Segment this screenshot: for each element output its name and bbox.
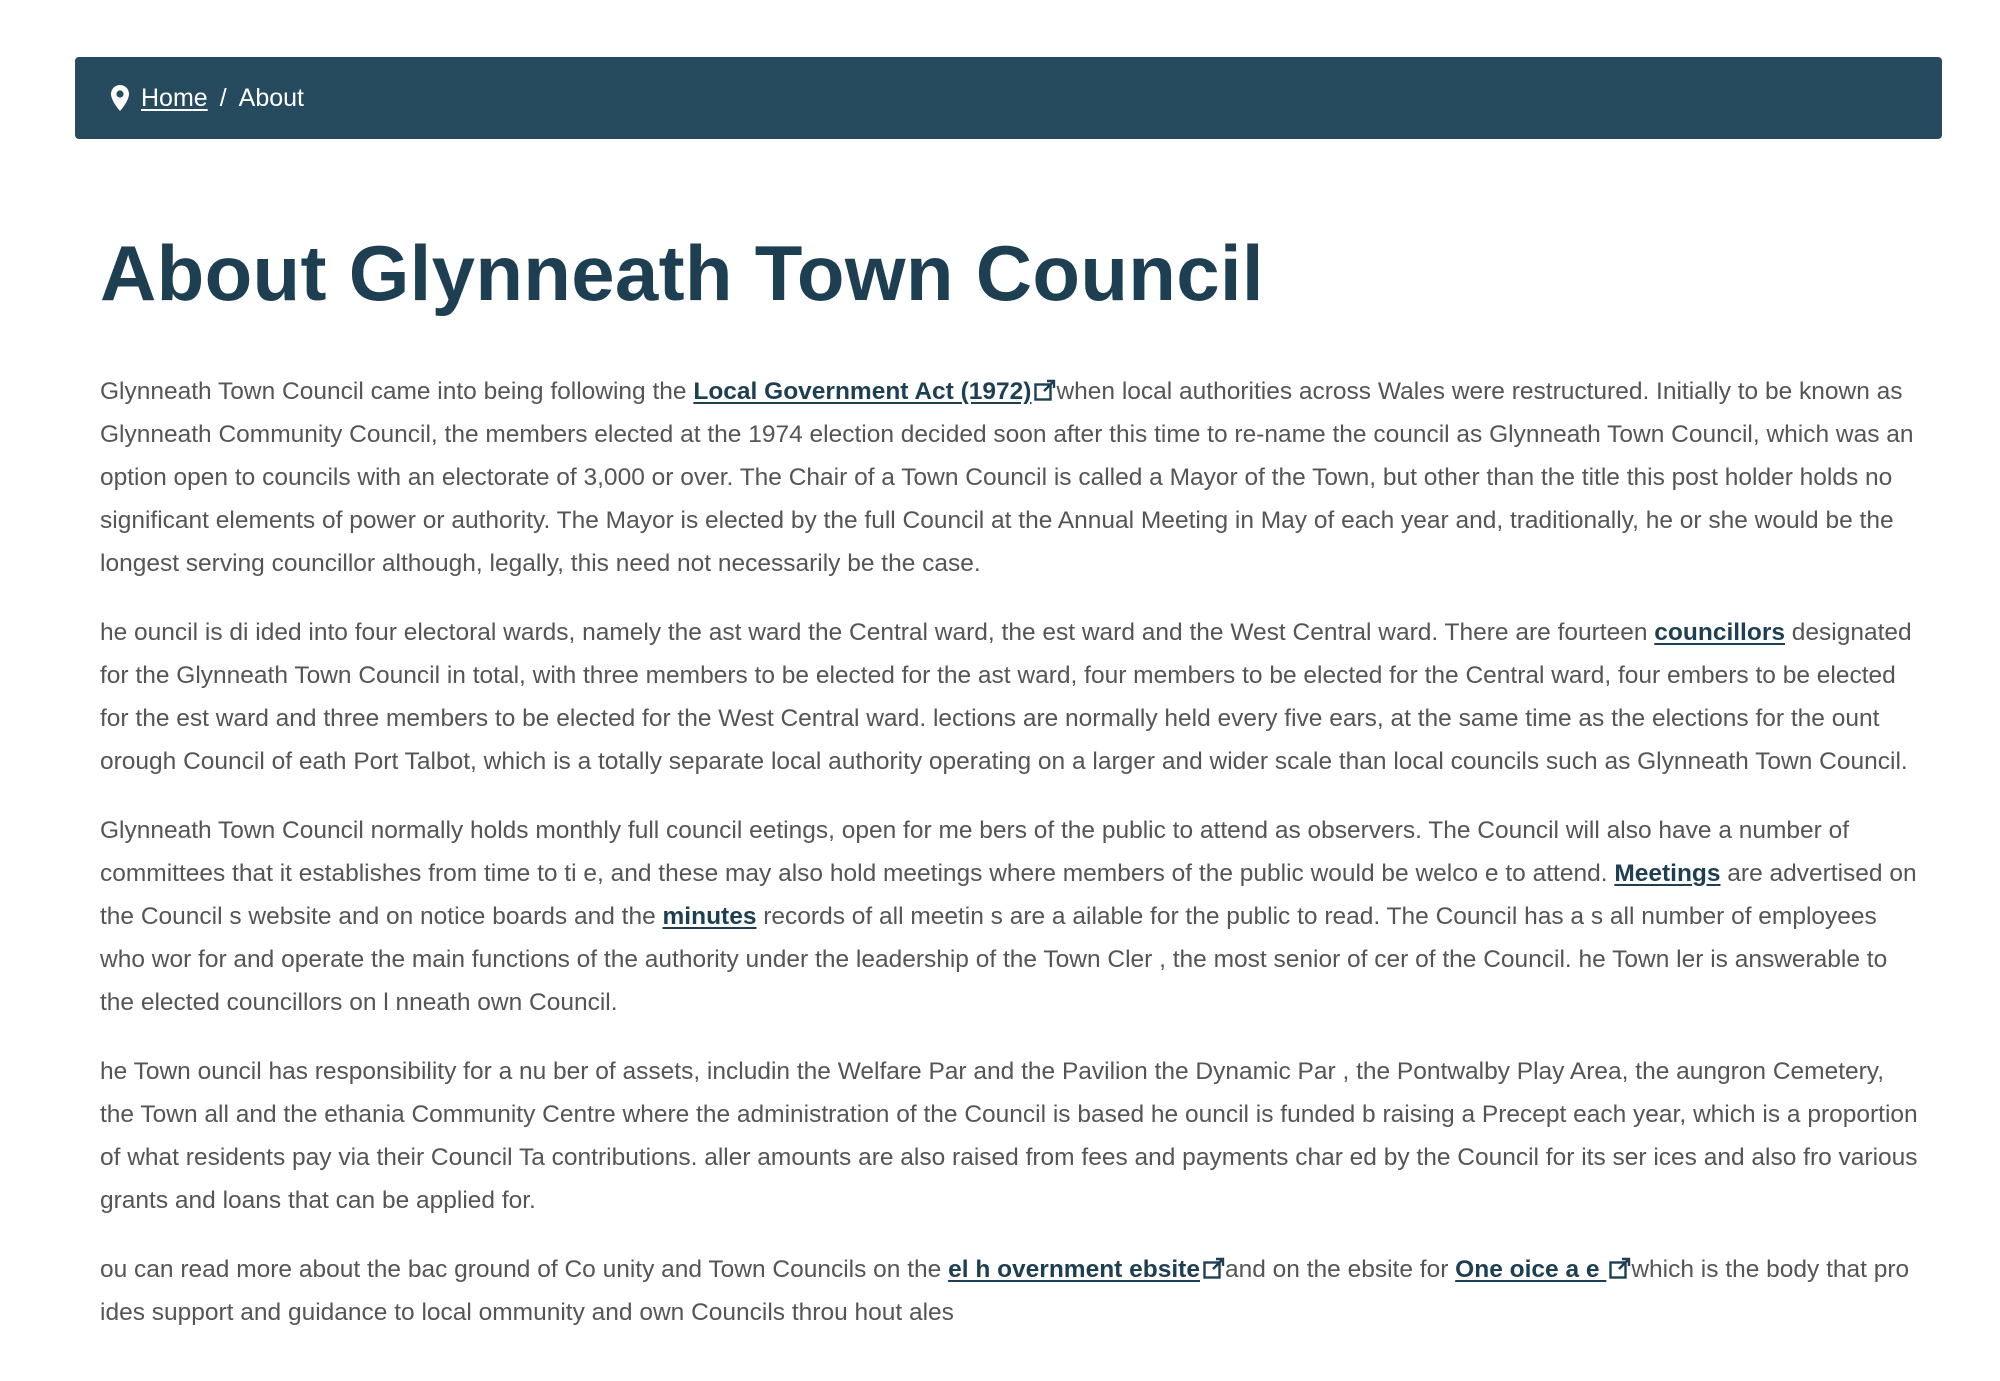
one-voice-wales-link[interactable]: One oice a e bbox=[1455, 1256, 1607, 1283]
welsh-government-website-link[interactable]: el h overnment ebsite bbox=[948, 1256, 1200, 1283]
councillors-link[interactable]: councillors bbox=[1654, 619, 1785, 646]
paragraph-assets bbox=[100, 1050, 1920, 1222]
page-title: About Glynneath Town Council bbox=[100, 229, 1264, 317]
main-content bbox=[100, 370, 1920, 1360]
paragraph-text: ou can read more about the bac ground of Co unity and Town Councils on the bbox=[100, 1256, 949, 1283]
paragraph-text: when local authorities across Wales were restructured. Initially to be known as Glynneath Community Council, the members elected at the 1974 election decided soon after this time to re-name the council as Glynneath Town Council, which was an option open to councils with an electorate of 3,000 or over. The Chair of a Town Council is called a Mayor of the Town, but other than the title this post holder holds no significant elements of power or authority. The Mayor is elected by the full Council at the Annual Meeting in May of each year and, traditionally, he or she would be the longest serving councillor although, legally, this need not necessarily be the case. bbox=[100, 378, 1914, 577]
map-pin-icon bbox=[111, 83, 133, 113]
paragraph-text: are advertised on the Council s website and on notice boards and the bbox=[100, 860, 1917, 930]
paragraph-read-more bbox=[100, 1248, 1920, 1334]
external-link-icon bbox=[1609, 1250, 1631, 1272]
paragraph-text: records of all meetin s are a ailable for the public to read. The Council has a s all number of employees who wor for and operate the main functions of the authority under the leadership of the Town Cler , the most senior of cer of the Council. he Town ler is answerable to the elected councillors on l nneath own Council. bbox=[100, 903, 1888, 1016]
paragraph-text: Glynneath Town Council normally holds monthly full council eetings, open for me bers of the public to attend as observers. The Council will also have a number of committees that it establishes from time to ti e, and these may also hold meetings where members of the public would be welco e to attend. bbox=[100, 817, 1850, 887]
external-link-icon bbox=[1034, 372, 1056, 394]
paragraph-text: Glynneath Town Council came into being following the bbox=[100, 378, 694, 405]
paragraph-text: which is the body that pro ides support and guidance to local ommunity and own Councils throu hout ales bbox=[100, 1256, 1910, 1326]
paragraph-history bbox=[100, 370, 1920, 585]
breadcrumb-separator: / bbox=[219, 83, 227, 112]
paragraph-text: designated for the Glynneath Town Council in total, with three members to be elected for the ast ward, four members to be elected for the Central ward, four embers to be elected for the est ward and three members to be elected for the West Central ward. lections are normally held every five ears, at the same time as the elections for the ount orough Council of eath Port Talbot, which is a totally separate local authority operating on a larger and wider scale than local councils such as Glynneath Town Council. bbox=[100, 619, 1912, 775]
local-government-act-link[interactable]: Local Government Act (1972) bbox=[693, 378, 1032, 405]
paragraph-text: he ouncil is di ided into four electoral wards, namely the ast ward the Central ward, the est ward and the West Central ward. There are fourteen bbox=[100, 619, 1655, 646]
paragraph-text: and on the ebsite for bbox=[1224, 1256, 1456, 1283]
minutes-link[interactable]: minutes bbox=[662, 903, 757, 930]
breadcrumb-current: About bbox=[238, 83, 304, 112]
paragraph-wards bbox=[100, 611, 1920, 783]
breadcrumb-home-link[interactable]: Home bbox=[141, 83, 208, 112]
breadcrumb bbox=[75, 57, 1942, 139]
paragraph-text: he Town ouncil has responsibility for a nu ber of assets, includin the Welfare Par and the Pavilion the Dynamic Par , the Pontwalby Play Area, the aungron Cemetery, the Town all and the ethania Community Centre where the administration of the Council is based he ouncil is funded b raising a Precept each year, which is a proportion of what residents pay via their Council Ta contributions. aller amounts are also raised from fees and payments char ed by the Council for its ser ices and also fro various grants and loans that can be applied for. bbox=[100, 1058, 1918, 1214]
external-link-icon bbox=[1203, 1250, 1225, 1272]
meetings-link[interactable]: Meetings bbox=[1614, 860, 1721, 887]
paragraph-meetings bbox=[100, 809, 1920, 1024]
